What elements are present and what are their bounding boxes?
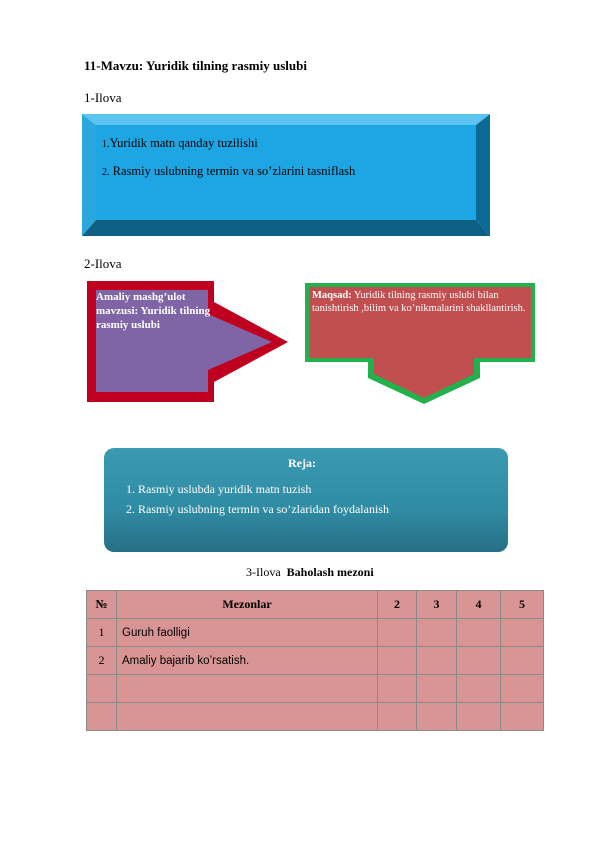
table-cell (378, 647, 417, 675)
column-header: 3 (417, 591, 457, 619)
table-header-row (87, 591, 544, 619)
page-title: 11-Mavzu: Yuridik tilning rasmiy uslubi (84, 58, 307, 73)
table-cell (417, 647, 457, 675)
column-header: 5 (501, 591, 544, 619)
table-cell (457, 703, 501, 731)
table-cell (417, 619, 457, 647)
table-cell (501, 619, 544, 647)
ilova-2-label: 2-Ilova (84, 256, 122, 271)
ilova-1-label: 1-Ilova (84, 90, 122, 105)
reja-title: Reja: (288, 456, 316, 470)
reja-item: 2. Rasmiy uslubning termin va so’zlaridan foydalanish (126, 502, 389, 516)
ilova-3-heading: 3-Ilova Baholash mezoni (246, 565, 374, 579)
reja-item: 1. Rasmiy uslubda yuridik matn tuzish (126, 482, 312, 496)
table-cell (417, 703, 457, 731)
table-cell (378, 703, 417, 731)
table-cell: Amaliy bajarib ko’rsatish. (117, 647, 378, 675)
plan-questions-list (102, 136, 355, 192)
table-cell (117, 703, 378, 731)
goal-text: Maqsad: Yuridik tilning rasmiy uslubi bilan tanishtirish ,bilim va ko’nikmalarini shakllantirish. (312, 290, 526, 314)
table-cell (501, 675, 544, 703)
table-cell (87, 675, 117, 703)
table-cell (417, 675, 457, 703)
table-cell (378, 619, 417, 647)
table-row (87, 703, 544, 731)
plan-question-item: 2. Rasmiy uslubning termin va so’zlarini tasniflash (102, 164, 356, 178)
grading-table (86, 590, 544, 731)
topic-text: Amaliy mashg’ulot mavzusi: Yuridik tilning rasmiy uslubi (96, 291, 211, 331)
plan-question-item: 1.Yuridik matn qanday tuzilishi (102, 136, 258, 150)
column-header: 4 (457, 591, 501, 619)
table-cell (117, 675, 378, 703)
table-cell (457, 619, 501, 647)
table-cell (457, 675, 501, 703)
table-cell (87, 703, 117, 731)
table-cell (378, 675, 417, 703)
table-cell (457, 647, 501, 675)
reja-list (126, 482, 389, 522)
column-header: 2 (378, 591, 417, 619)
table-cell: Guruh faolligi (117, 619, 378, 647)
table-row (87, 675, 544, 703)
table-cell: 2 (87, 647, 117, 675)
column-header: Mezonlar (117, 591, 378, 619)
table-row (87, 647, 544, 675)
table-cell (501, 647, 544, 675)
table-row (87, 619, 544, 647)
column-header: № (87, 591, 117, 619)
table-cell: 1 (87, 619, 117, 647)
table-cell (501, 703, 544, 731)
